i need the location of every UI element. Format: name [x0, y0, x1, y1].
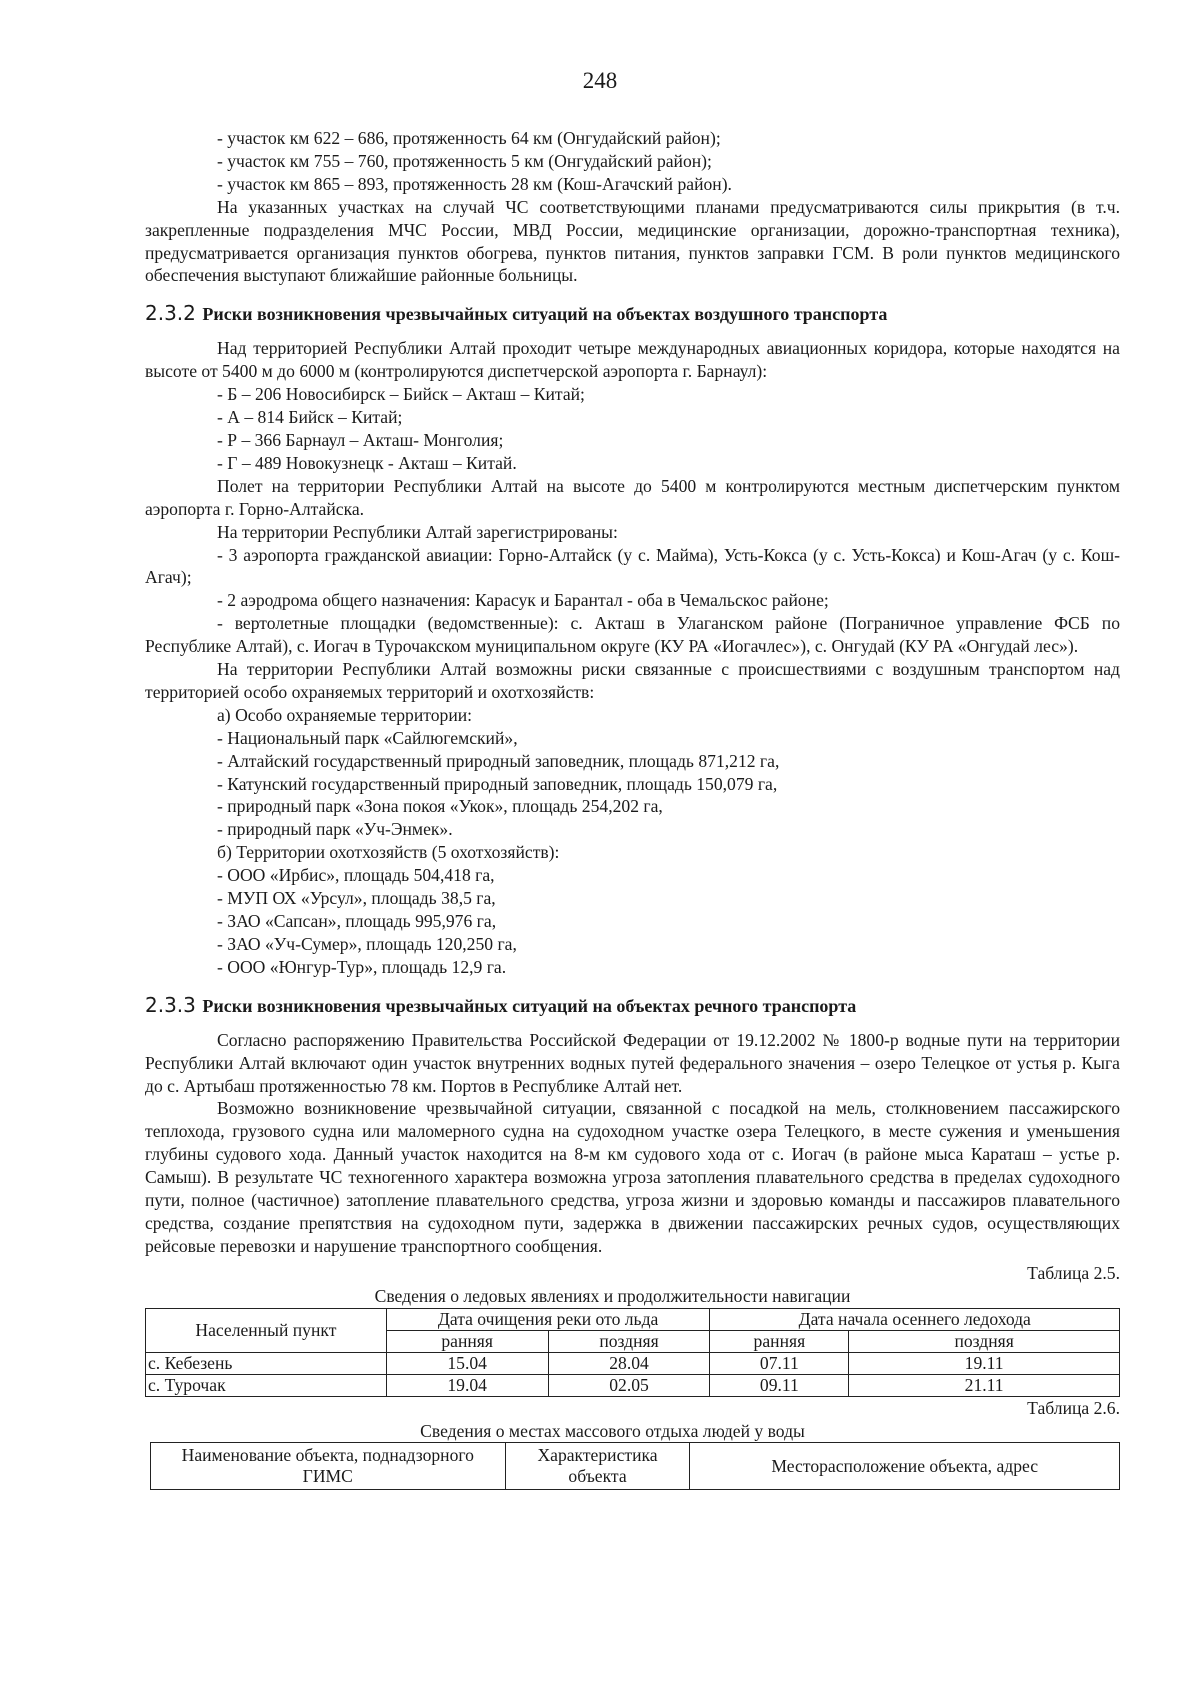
list-item: - Катунский государственный природный заповедник, площадь 150,079 га, — [217, 773, 778, 794]
paragraph: На территории Республики Алтай зарегистрированы: — [217, 521, 618, 542]
table-caption: Таблица 2.5. — [1027, 1262, 1120, 1283]
list-item: - ЗАО «Уч-Сумер», площадь 120,250 га, — [217, 933, 517, 954]
table-header-cell: поздняя — [849, 1330, 1120, 1352]
section-number: 2.3.2 — [145, 301, 196, 326]
table-cell: 09.11 — [710, 1374, 849, 1396]
list-item: - природный парк «Зона покоя «Укок», площадь 254,202 га, — [217, 796, 663, 817]
table-header-cell: ранняя — [710, 1330, 849, 1352]
table-cell: 21.11 — [849, 1374, 1120, 1396]
paragraph: На указанных участках на случай ЧС соответствующими планами предусматриваются силы прикрытия (в т.ч. закрепленные подразделения МЧС России, МВД России, медицинские организации, дорожно-транспортная техника), предусматривается организация пунктов обогрева, пунктов питания, пунктов заправки ГСМ. В роли пунктов медицинского обеспечения выступают ближайшие районные больницы. — [145, 196, 1120, 286]
table-header-cell: Наименование объекта, поднадзорного ГИМС — [151, 1443, 506, 1490]
document-body — [145, 127, 1120, 1490]
page-number: 248 — [582, 68, 618, 93]
table-header-cell: Месторасположение объекта, адрес — [690, 1443, 1120, 1490]
list-item: - вертолетные площадки (ведомственные): с. Акташ в Улаганском районе (Пограничное управление ФСБ по Республике Алтай), с. Иогач в Турочакском муниципальном округе (КУ РА «Иогачлес»), с. Онгудай (КУ РА «Онгудай лес»). — [145, 613, 1120, 657]
section-heading-2-3-3 — [145, 993, 1120, 1018]
list-item: - Б – 206 Новосибирск – Бийск – Акташ – Китай; — [217, 384, 585, 405]
list-header: а) Особо охраняемые территории: — [217, 704, 473, 725]
list-item: - ООО «Ирбис», площадь 504,418 га, — [217, 865, 495, 886]
table-title: Сведения о местах массового отдыха людей у воды — [420, 1420, 805, 1441]
table-cell: 28.04 — [548, 1352, 710, 1374]
list-item: - ЗАО «Сапсан», площадь 995,976 га, — [217, 911, 497, 931]
table-header-cell: Населенный пункт — [146, 1308, 387, 1352]
paragraph: Возможно возникновение чрезвычайной ситуации, связанной с посадкой на мель, столкновением пассажирского теплохода, грузового судна или маломерного судна на судоходном участке озера Телецкого, в месте сужения и уменьшения глубины судового хода. Данный участок находится на 8-м км судового хода от с. Иогач (в районе мыса Караташ – устье р. Самыш). В результате ЧС техногенного характера возможна угроза затопления плавательного средства в пределах судоходного пути, полное (частичное) затопление плавательного средства, угроза жизни и здоровью команды и пассажиров плавательного средства, создание препятствия на судоходном пути, задержка в движении пассажирских речных судов, осуществляющих рейсовые перевозки и нарушение транспортного сообщения. — [145, 1098, 1120, 1256]
table-header-cell: Дата очищения реки ото льда — [386, 1308, 710, 1330]
table-cell: с. Кебезень — [146, 1352, 387, 1374]
ice-table — [145, 1308, 1120, 1397]
list-item: - МУП ОХ «Урсул», площадь 38,5 га, — [217, 888, 496, 909]
table-cell: 19.04 — [386, 1374, 548, 1396]
paragraph: Полет на территории Республики Алтай на высоте до 5400 м контролируются местным диспетчерским пунктом аэропорта г. Горно-Алтайска. — [145, 475, 1120, 519]
table-row — [146, 1374, 1120, 1396]
table-cell: 19.11 — [849, 1352, 1120, 1374]
recreation-table — [150, 1442, 1120, 1490]
list-item: - Алтайский государственный природный заповедник, площадь 871,212 га, — [217, 750, 780, 771]
list-item: - Р – 366 Барнаул – Акташ- Монголия; — [217, 429, 504, 450]
list-item: - участок км 622 – 686, протяженность 64 км (Онгудайский район); — [217, 128, 721, 148]
list-header: б) Территории охотхозяйств (5 охотхозяйств): — [217, 842, 560, 863]
list-item: - участок км 755 – 760, протяженность 5 км (Онгудайский район); — [217, 150, 712, 171]
paragraph: На территории Республики Алтай возможны риски связанные с происшествиями с воздушным транспортом над территорией особо охраняемых территорий и охотхозяйств: — [145, 659, 1120, 702]
list-item: - природный парк «Уч-Энмек». — [217, 819, 453, 840]
table-header-cell: Дата начала осеннего ледохода — [710, 1308, 1120, 1330]
section-heading-2-3-2 — [145, 301, 1120, 326]
list-item: - Национальный парк «Сайлюгемский», — [217, 727, 518, 748]
list-item: - ООО «Юнгур-Тур», площадь 12,9 га. — [217, 956, 507, 977]
table-caption: Таблица 2.6. — [1027, 1397, 1120, 1418]
table-header-cell: поздняя — [548, 1330, 710, 1352]
table-header-cell: ранняя — [386, 1330, 548, 1352]
section-title: Риски возникновения чрезвычайных ситуаций на объектах речного транспорта — [202, 995, 857, 1016]
list-item: - 3 аэропорта гражданской авиации: Горно-Алтайск (у с. Майма), Усть-Кокса (у с. Усть-Кокса) и Кош-Агач (у с. Кош-Агач); — [145, 544, 1120, 588]
table-header-cell: Характеристика объекта — [505, 1443, 690, 1490]
list-item: - участок км 865 – 893, протяженность 28 км (Кош-Агачский район). — [217, 173, 732, 194]
table-cell: с. Турочак — [146, 1374, 387, 1396]
section-title: Риски возникновения чрезвычайных ситуаций на объектах воздушного транспорта — [202, 304, 888, 325]
list-item: - Г – 489 Новокузнецк - Акташ – Китай. — [217, 452, 517, 473]
paragraph: Согласно распоряжению Правительства Российской Федерации от 19.12.2002 № 1800-р водные пути на территории Республики Алтай включают один участок внутренних водных путей федерального значения – озеро Телецкое от устья р. Кыга до с. Артыбаш протяженностью 78 км. Портов в Республике Алтай нет. — [145, 1029, 1120, 1096]
table-row — [146, 1352, 1120, 1374]
list-item: - 2 аэродрома общего назначения: Карасук и Барантал - оба в Чемальскос районе; — [217, 590, 829, 611]
table-cell: 15.04 — [386, 1352, 548, 1374]
table-cell: 02.05 — [548, 1374, 710, 1396]
table-title: Сведения о ледовых явлениях и продолжительности навигации — [374, 1285, 851, 1306]
section-number: 2.3.3 — [145, 992, 196, 1017]
table-cell: 07.11 — [710, 1352, 849, 1374]
list-item: - А – 814 Бийск – Китай; — [217, 407, 403, 428]
paragraph: Над территорией Республики Алтай проходит четыре международных авиационных коридора, которые находятся на высоте от 5400 м до 6000 м (контролируются диспетчерской аэропорта г. Барнаул): — [145, 338, 1120, 382]
